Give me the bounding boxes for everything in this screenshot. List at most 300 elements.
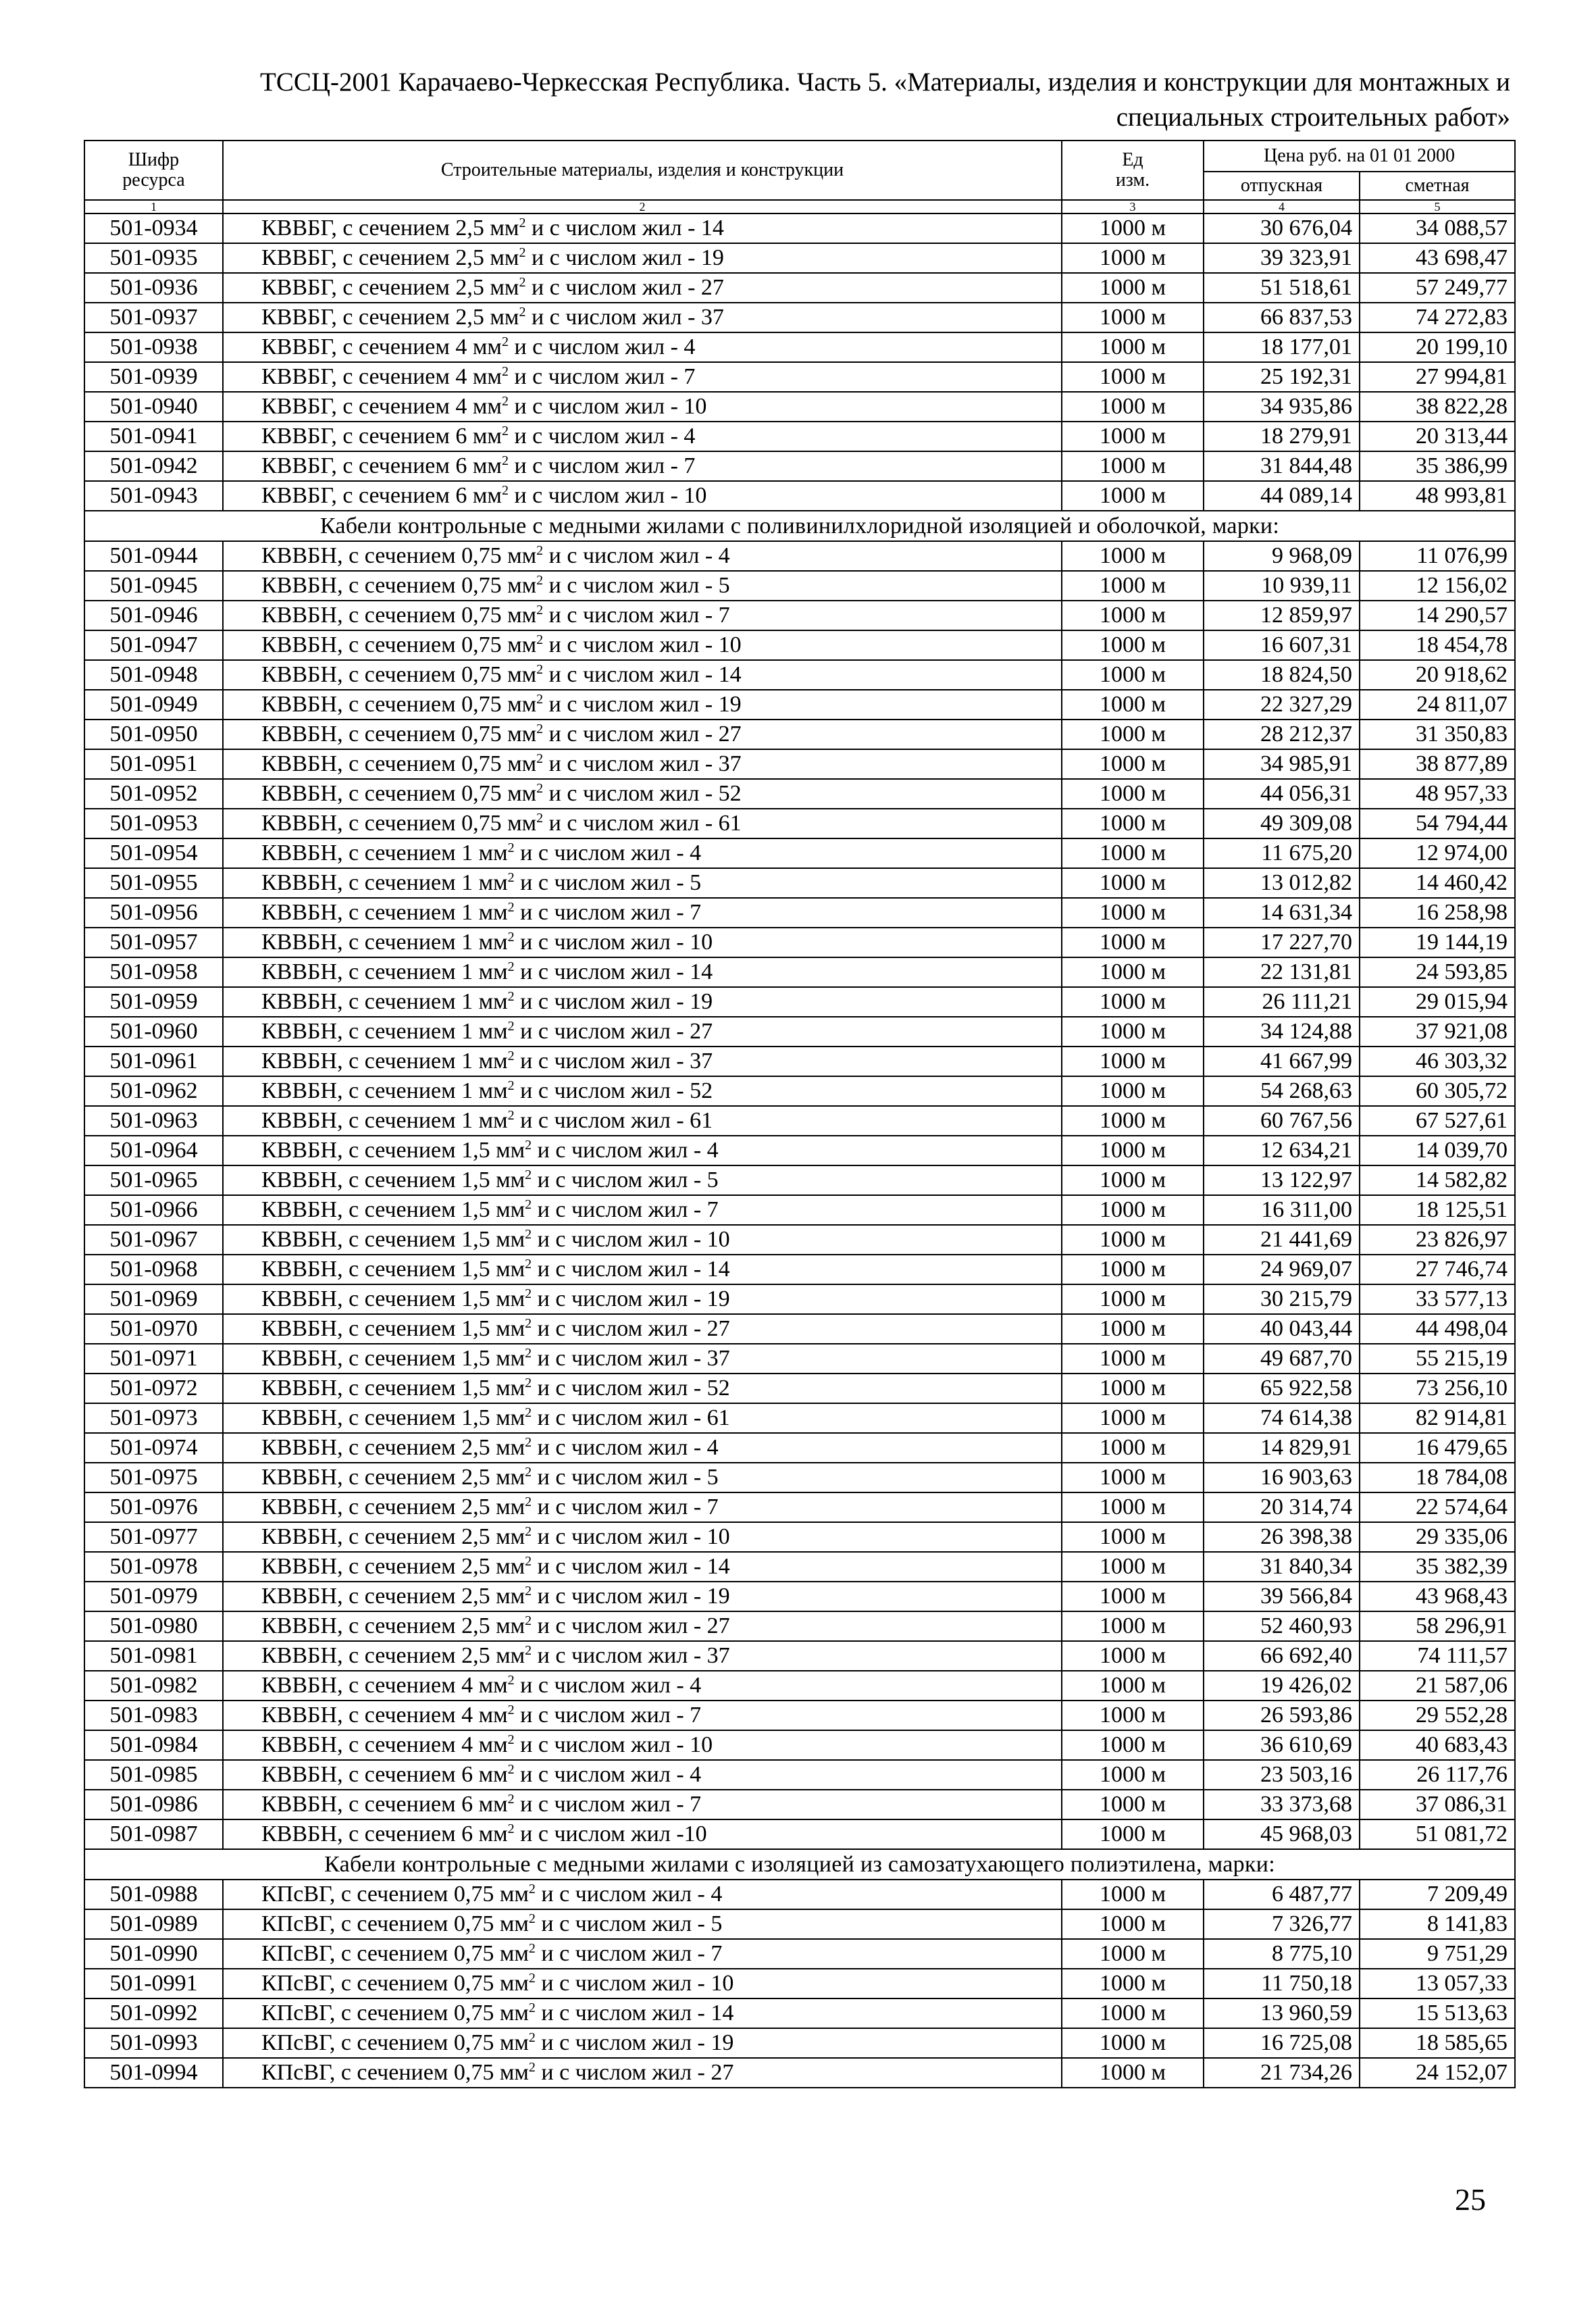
section-title-row [84,1849,1515,1880]
header-unit [1062,141,1204,200]
material-name-rest: и с числом жил - 27 [532,1613,730,1638]
unit-superscript: 2 [507,1703,515,1717]
release-price: 45 968,03 [1204,1819,1360,1849]
material-name-text: КВВБН, с сечением 1,5 мм [261,1227,525,1252]
unit-superscript: 2 [528,1971,536,1986]
material-name-text: КВВБН, с сечением 1 мм [261,1019,508,1044]
material-name [223,690,1062,720]
table-row [84,868,1515,898]
material-name [223,809,1062,838]
material-name-text: КВВБН, с сечением 0,75 мм [261,543,537,568]
resource-code: 501-0960 [84,1017,223,1047]
resource-code: 501-0977 [84,1522,223,1552]
release-price: 22 327,29 [1204,690,1360,720]
material-name-rest: и с числом жил - 7 [514,1703,702,1728]
unit-superscript: 2 [536,662,544,677]
table-row [84,541,1515,571]
estimate-price: 38 822,28 [1360,392,1515,422]
unit-superscript: 2 [536,692,544,707]
resource-code: 501-0962 [84,1076,223,1106]
resource-code: 501-0990 [84,1939,223,1969]
estimate-price: 46 303,32 [1360,1047,1515,1076]
material-name [223,1671,1062,1701]
resource-code: 501-0936 [84,273,223,303]
table-row [84,362,1515,392]
material-name-rest: и с числом жил - 10 [532,1227,730,1252]
table-row [84,1433,1515,1463]
material-name-rest: и с числом жил - 7 [532,1197,719,1222]
unit: 1000 м [1062,749,1204,779]
unit: 1000 м [1062,1076,1204,1106]
unit-superscript: 2 [528,1911,536,1926]
material-name-rest: и с числом жил - 37 [514,1049,713,1074]
estimate-price: 48 993,81 [1360,481,1515,511]
material-name-text: КВВБГ, с сечением 2,5 мм [261,305,519,330]
estimate-price: 18 125,51 [1360,1195,1515,1225]
unit: 1000 м [1062,1433,1204,1463]
release-price: 33 373,68 [1204,1790,1360,1819]
unit-superscript: 2 [525,1316,532,1331]
resource-code: 501-0964 [84,1136,223,1165]
table-row [84,1641,1515,1671]
release-price: 26 111,21 [1204,987,1360,1017]
material-name-text: КВВБН, с сечением 0,75 мм [261,781,537,806]
estimate-price: 18 784,08 [1360,1463,1515,1492]
material-name-rest: и с числом жил - 4 [514,1673,702,1698]
resource-code: 501-0953 [84,809,223,838]
material-name-rest: и с числом жил - 7 [514,900,702,925]
material-name-text: КПсВГ, с сечением 0,75 мм [261,2060,529,2085]
material-name [223,1582,1062,1611]
material-name-text: КВВБН, с сечением 1,5 мм [261,1316,525,1341]
section-title: Кабели контрольные с медными жилами с изоляцией из самозатухающего полиэтилена, марки: [84,1849,1515,1880]
table-row [84,2058,1515,2088]
resource-code: 501-0966 [84,1195,223,1225]
unit: 1000 м [1062,1284,1204,1314]
material-name-rest: и с числом жил - 7 [532,1494,719,1519]
unit-superscript: 2 [536,751,544,766]
unit: 1000 м [1062,362,1204,392]
table-row [84,451,1515,481]
material-name-rest: и с числом жил - 27 [543,722,742,747]
resource-code: 501-0961 [84,1047,223,1076]
table-row [84,332,1515,362]
unit-superscript: 2 [507,1019,515,1034]
material-name-text: КВВБН, с сечением 1,5 мм [261,1376,525,1401]
material-name [223,1433,1062,1463]
material-name-rest: и с числом жил - 37 [543,751,742,776]
release-price: 21 441,69 [1204,1225,1360,1255]
resource-code: 501-0983 [84,1701,223,1730]
material-name [223,422,1062,451]
table-row [84,1522,1515,1552]
table-row [84,779,1515,809]
table-header-row [84,141,1515,172]
material-name-text: КПсВГ, с сечением 0,75 мм [261,2030,529,2055]
material-name-rest: и с числом жил - 10 [514,930,713,955]
material-name [223,451,1062,481]
estimate-price: 29 552,28 [1360,1701,1515,1730]
material-name [223,392,1062,422]
unit-superscript: 2 [501,364,509,379]
material-name [223,1730,1062,1760]
release-price: 31 844,48 [1204,451,1360,481]
estimate-price: 37 921,08 [1360,1017,1515,1047]
table-row [84,392,1515,422]
estimate-price: 82 914,81 [1360,1403,1515,1433]
resource-code: 501-0976 [84,1492,223,1522]
release-price: 25 192,31 [1204,362,1360,392]
material-name [223,749,1062,779]
resource-code: 501-0987 [84,1819,223,1849]
material-name-text: КВВБГ, с сечением 4 мм [261,334,502,359]
material-name-rest: и с числом жил - 10 [508,394,707,419]
material-name [223,2028,1062,2058]
material-name-text: КПсВГ, с сечением 0,75 мм [261,1971,529,1996]
resource-code: 501-0989 [84,1909,223,1939]
unit: 1000 м [1062,1017,1204,1047]
material-name-text: КВВБН, с сечением 0,75 мм [261,603,537,628]
estimate-price: 14 039,70 [1360,1136,1515,1165]
unit: 1000 м [1062,1344,1204,1374]
material-name [223,1195,1062,1225]
resource-code: 501-0968 [84,1255,223,1284]
release-price: 18 824,50 [1204,660,1360,690]
table-row [84,273,1515,303]
material-name-text: КВВБН, с сечением 0,75 мм [261,722,537,747]
material-name-text: КВВБН, с сечением 1,5 мм [261,1167,525,1192]
resource-code: 501-0955 [84,868,223,898]
material-name [223,779,1062,809]
release-price: 12 634,21 [1204,1136,1360,1165]
release-price: 54 268,63 [1204,1076,1360,1106]
resource-code: 501-0948 [84,660,223,690]
table-row [84,1671,1515,1701]
material-name-rest: и с числом жил - 4 [543,543,730,568]
header-code-label: Шифр ресурса [122,149,185,191]
unit-superscript: 2 [525,1286,532,1301]
material-name-rest: и с числом жил - 61 [514,1108,713,1133]
material-name-rest: и с числом жил - 7 [508,364,696,389]
release-price: 13 960,59 [1204,1998,1360,2028]
material-name-text: КВВБН, с сечением 2,5 мм [261,1554,525,1579]
material-name [223,1374,1062,1403]
release-price: 16 311,00 [1204,1195,1360,1225]
release-price: 9 968,09 [1204,541,1360,571]
resource-code: 501-0973 [84,1403,223,1433]
material-name [223,1611,1062,1641]
release-price: 44 089,14 [1204,481,1360,511]
resource-code: 501-0965 [84,1165,223,1195]
unit: 1000 м [1062,392,1204,422]
table-row [84,601,1515,630]
unit: 1000 м [1062,601,1204,630]
material-name-rest: и с числом жил - 19 [532,1286,730,1311]
table-row [84,1998,1515,2028]
resource-code: 501-0938 [84,332,223,362]
column-number: 3 [1062,200,1204,213]
material-name [223,1017,1062,1047]
unit-superscript: 2 [525,1465,532,1480]
estimate-price: 27 746,74 [1360,1255,1515,1284]
unit: 1000 м [1062,1403,1204,1433]
resource-code: 501-0991 [84,1969,223,1998]
unit-superscript: 2 [507,1821,515,1836]
unit-superscript: 2 [536,811,544,826]
material-name-text: КВВБН, с сечением 1 мм [261,870,508,895]
unit: 1000 м [1062,779,1204,809]
material-name [223,868,1062,898]
column-number-row [84,200,1515,213]
release-price: 19 426,02 [1204,1671,1360,1701]
material-name-text: КВВБН, с сечением 4 мм [261,1673,508,1698]
estimate-price: 9 751,29 [1360,1939,1515,1969]
table-row [84,1403,1515,1433]
resource-code: 501-0985 [84,1760,223,1790]
table-row [84,838,1515,868]
estimate-price: 18 454,78 [1360,630,1515,660]
release-price: 39 323,91 [1204,243,1360,273]
estimate-price: 74 111,57 [1360,1641,1515,1671]
material-name-text: КВВБН, с сечением 2,5 мм [261,1465,525,1490]
section-title-row [84,511,1515,541]
estimate-price: 58 296,91 [1360,1611,1515,1641]
material-name [223,1463,1062,1492]
unit-superscript: 2 [507,1762,515,1777]
material-name [223,541,1062,571]
resource-code: 501-0967 [84,1225,223,1255]
resource-code: 501-0945 [84,571,223,601]
header-release-price: отпускная [1204,172,1360,200]
table-row [84,1552,1515,1582]
unit-superscript: 2 [507,930,515,945]
estimate-price: 48 957,33 [1360,779,1515,809]
unit: 1000 м [1062,1819,1204,1849]
material-name-text: КВВБН, с сечением 1,5 мм [261,1257,525,1282]
material-name [223,362,1062,392]
release-price: 11 750,18 [1204,1969,1360,1998]
release-price: 17 227,70 [1204,928,1360,957]
material-name [223,1998,1062,2028]
release-price: 30 215,79 [1204,1284,1360,1314]
estimate-price: 54 794,44 [1360,809,1515,838]
table-row [84,630,1515,660]
table-row [84,2028,1515,2058]
resource-code: 501-0981 [84,1641,223,1671]
table-row [84,1760,1515,1790]
material-name-rest: и с числом жил - 52 [543,781,742,806]
release-price: 74 614,38 [1204,1403,1360,1433]
unit: 1000 м [1062,898,1204,928]
release-price: 49 309,08 [1204,809,1360,838]
material-name-rest: и с числом жил - 27 [514,1019,713,1044]
unit-superscript: 2 [525,1138,532,1153]
unit-superscript: 2 [501,394,509,409]
estimate-price: 37 086,31 [1360,1790,1515,1819]
table-row [84,1492,1515,1522]
table-row [84,928,1515,957]
release-price: 16 607,31 [1204,630,1360,660]
unit-superscript: 2 [536,781,544,796]
resource-code: 501-0979 [84,1582,223,1611]
release-price: 12 859,97 [1204,601,1360,630]
material-name-text: КВВБН, с сечением 1 мм [261,1078,508,1103]
unit: 1000 м [1062,1522,1204,1552]
estimate-price: 22 574,64 [1360,1492,1515,1522]
material-name-rest: и с числом жил - 10 [535,1971,734,1996]
unit: 1000 м [1062,273,1204,303]
release-price: 18 279,91 [1204,422,1360,451]
unit: 1000 м [1062,1790,1204,1819]
material-name-text: КВВБН, с сечением 1,5 мм [261,1286,525,1311]
material-name-text: КВВБГ, с сечением 6 мм [261,424,502,449]
material-name [223,571,1062,601]
resource-code: 501-0952 [84,779,223,809]
unit-superscript: 2 [501,334,509,349]
estimate-price: 23 826,97 [1360,1225,1515,1255]
estimate-price: 29 335,06 [1360,1522,1515,1552]
material-name-text: КВВБН, с сечением 6 мм [261,1821,508,1846]
material-name-rest: и с числом жил - 27 [525,275,724,300]
material-name [223,1284,1062,1314]
estimate-price: 14 582,82 [1360,1165,1515,1195]
estimate-price: 16 258,98 [1360,898,1515,928]
material-name-text: КВВБН, с сечением 1 мм [261,1049,508,1074]
table-row [84,1790,1515,1819]
material-name-rest: и с числом жил - 5 [543,573,730,598]
material-name [223,1819,1062,1849]
material-name-text: КВВБН, с сечением 4 мм [261,1703,508,1728]
estimate-price: 35 382,39 [1360,1552,1515,1582]
material-name [223,1939,1062,1969]
release-price: 14 829,91 [1204,1433,1360,1463]
header-price: Цена руб. на 01 01 2000 [1204,141,1515,172]
material-name [223,1225,1062,1255]
material-name-text: КВВБН, с сечением 2,5 мм [261,1524,525,1549]
estimate-price: 31 350,83 [1360,720,1515,749]
unit-superscript: 2 [525,1167,532,1182]
unit-superscript: 2 [519,216,526,230]
estimate-price: 29 015,94 [1360,987,1515,1017]
material-name [223,1522,1062,1552]
unit: 1000 м [1062,2028,1204,2058]
material-name [223,332,1062,362]
material-name [223,2058,1062,2088]
table-row [84,1076,1515,1106]
estimate-price: 27 994,81 [1360,362,1515,392]
resource-code: 501-0963 [84,1106,223,1136]
unit: 1000 м [1062,541,1204,571]
unit: 1000 м [1062,720,1204,749]
release-price: 66 837,53 [1204,303,1360,332]
material-name-text: КВВБН, с сечением 6 мм [261,1762,508,1787]
material-name-rest: и с числом жил - 4 [514,1762,702,1787]
material-name-rest: и с числом жил - 19 [532,1584,730,1609]
estimate-price: 15 513,63 [1360,1998,1515,2028]
estimate-price: 60 305,72 [1360,1076,1515,1106]
resource-code: 501-0951 [84,749,223,779]
material-name-text: КВВБН, с сечением 2,5 мм [261,1435,525,1460]
material-name-rest: и с числом жил - 14 [525,216,724,241]
material-name-rest: и с числом жил - 4 [535,1882,723,1907]
material-name-text: КВВБН, с сечением 0,75 мм [261,811,537,836]
estimate-price: 12 156,02 [1360,571,1515,601]
unit-superscript: 2 [525,1524,532,1539]
resource-code: 501-0939 [84,362,223,392]
resource-code: 501-0954 [84,838,223,868]
material-name-text: КВВБН, с сечением 1 мм [261,840,508,865]
estimate-price: 38 877,89 [1360,749,1515,779]
unit: 1000 м [1062,1939,1204,1969]
material-name-text: КПсВГ, с сечением 0,75 мм [261,1911,529,1936]
material-name-rest: и с числом жил - 7 [508,453,696,478]
material-name-rest: и с числом жил - 10 [514,1732,713,1757]
unit: 1000 м [1062,1671,1204,1701]
release-price: 66 692,40 [1204,1641,1360,1671]
unit: 1000 м [1062,1969,1204,1998]
material-name-rest: и с числом жил - 14 [535,2001,734,2026]
material-name-text: КВВБН, с сечением 1,5 мм [261,1346,525,1371]
section-title: Кабели контрольные с медными жилами с поливинилхлоридной изоляцией и оболочкой, марки: [84,511,1515,541]
release-price: 65 922,58 [1204,1374,1360,1403]
estimate-price: 26 117,76 [1360,1760,1515,1790]
estimate-price: 35 386,99 [1360,451,1515,481]
resource-code: 501-0969 [84,1284,223,1314]
release-price: 31 840,34 [1204,1552,1360,1582]
unit-superscript: 2 [507,870,515,885]
table-row [84,1939,1515,1969]
material-name [223,1492,1062,1522]
unit-superscript: 2 [525,1405,532,1420]
release-price: 22 131,81 [1204,957,1360,987]
estimate-price: 40 683,43 [1360,1730,1515,1760]
material-name [223,660,1062,690]
release-price: 7 326,77 [1204,1909,1360,1939]
release-price: 26 398,38 [1204,1522,1360,1552]
header-name: Строительные материалы, изделия и конструкции [223,141,1062,200]
unit: 1000 м [1062,987,1204,1017]
unit: 1000 м [1062,213,1204,243]
unit-superscript: 2 [501,453,509,468]
table-row [84,1344,1515,1374]
material-name-text: КВВБН, с сечением 6 мм [261,1792,508,1817]
unit: 1000 м [1062,1611,1204,1641]
release-price: 49 687,70 [1204,1344,1360,1374]
material-name [223,1403,1062,1433]
material-name-rest: и с числом жил - 19 [543,692,742,717]
material-name [223,1314,1062,1344]
estimate-price: 14 460,42 [1360,868,1515,898]
resource-code: 501-0972 [84,1374,223,1403]
material-name-text: КВВБН, с сечением 2,5 мм [261,1584,525,1609]
material-name-text: КВВБН, с сечением 2,5 мм [261,1494,525,1519]
release-price: 30 676,04 [1204,213,1360,243]
unit-superscript: 2 [536,603,544,618]
release-price: 34 935,86 [1204,392,1360,422]
estimate-price: 20 199,10 [1360,332,1515,362]
material-name-rest: и с числом жил - 4 [532,1435,719,1460]
table-row [84,690,1515,720]
page-number: 25 [1455,2182,1486,2217]
unit: 1000 м [1062,660,1204,690]
material-name [223,1760,1062,1790]
resource-code: 501-0982 [84,1671,223,1701]
material-name [223,243,1062,273]
table-row [84,571,1515,601]
price-table [84,140,1516,2088]
material-name-rest: и с числом жил - 4 [532,1138,719,1163]
table-row [84,1225,1515,1255]
